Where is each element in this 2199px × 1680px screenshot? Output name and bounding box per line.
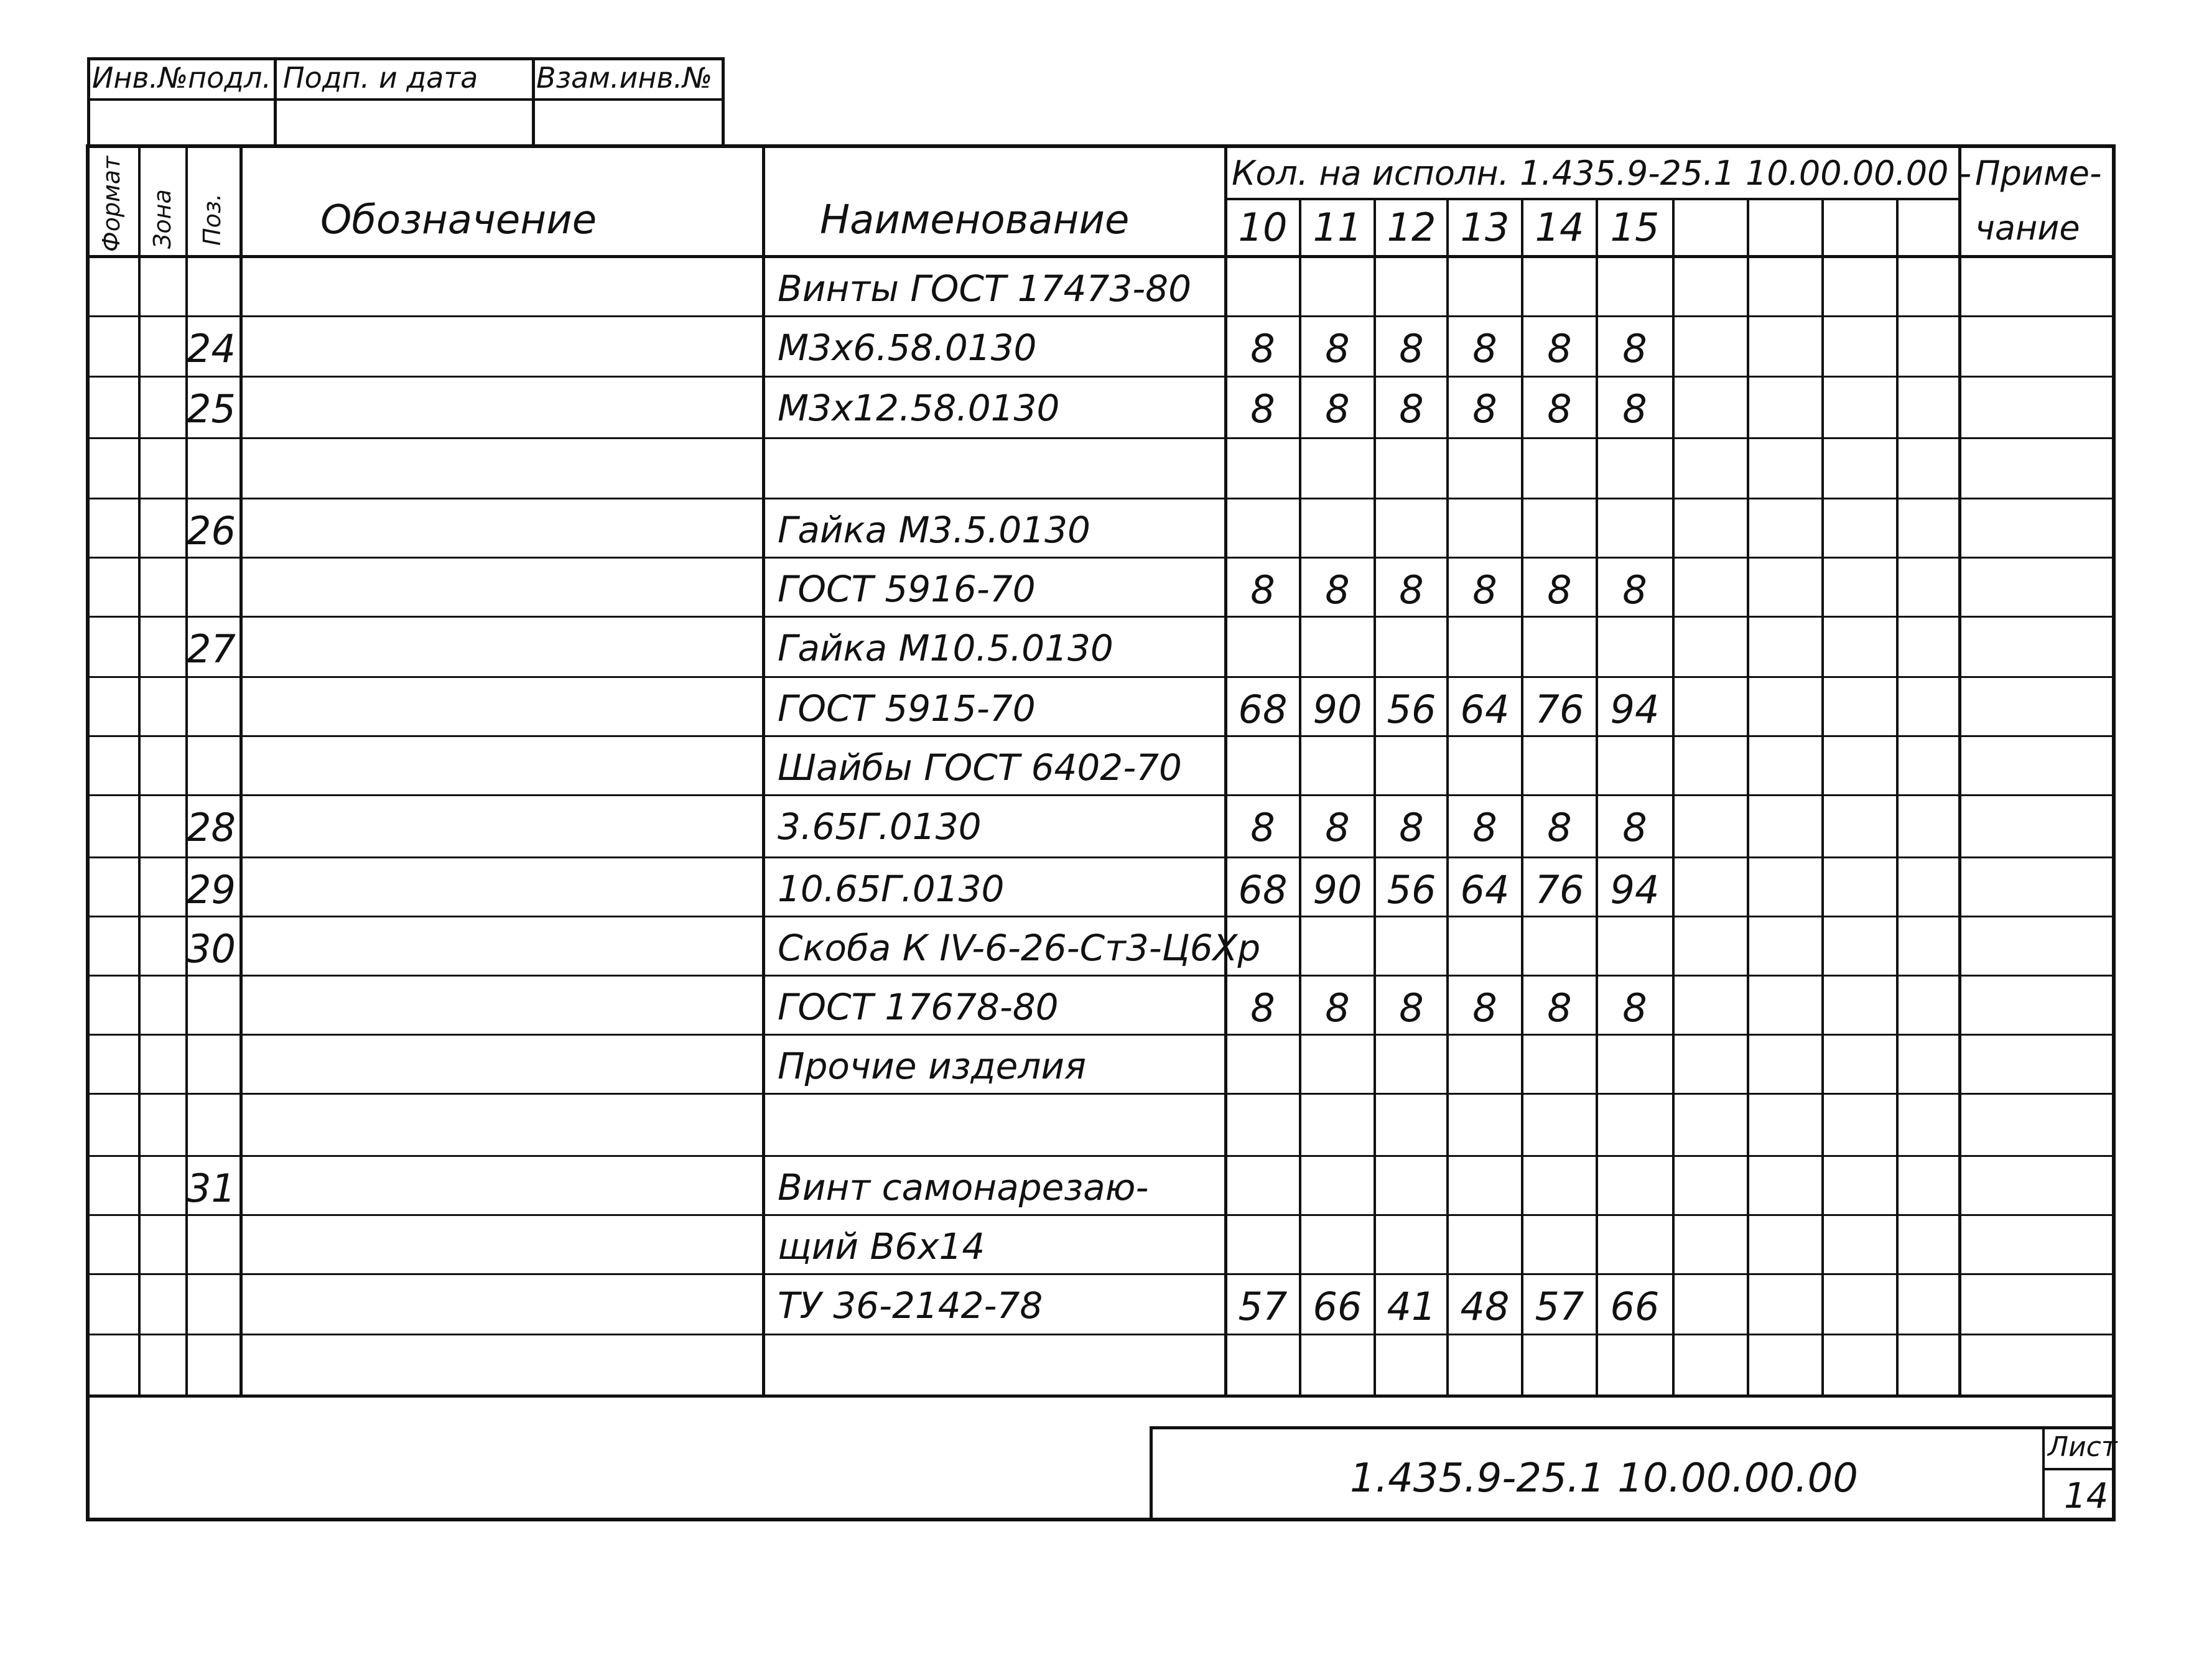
row-qty: 8 <box>1472 805 1497 850</box>
row-poz: 29 <box>187 867 236 912</box>
row-qty: 8 <box>1399 326 1424 371</box>
stamp-vzam-inv: Взам.инв.№ <box>536 61 713 95</box>
row-qty: 8 <box>1250 567 1275 613</box>
row-qty: 64 <box>1460 867 1510 912</box>
title-block-left <box>1150 1426 1153 1520</box>
row-qty: 8 <box>1622 326 1647 371</box>
row-qty: 76 <box>1535 687 1584 732</box>
row-line <box>87 916 2115 917</box>
row-poz: 31 <box>187 1166 236 1211</box>
frame-left <box>86 144 90 1521</box>
row-qty: 8 <box>1325 567 1350 613</box>
row-qty: 8 <box>1547 386 1572 432</box>
row-line <box>87 794 2115 796</box>
sheet-box-mid <box>2042 1468 2115 1470</box>
row-name: Скоба К IV-6-26-Ст3-Ц6Хр <box>778 927 1261 969</box>
row-line <box>87 557 2115 559</box>
row-qty: 66 <box>1313 1284 1362 1329</box>
row-qty: 8 <box>1547 567 1572 613</box>
row-line <box>87 735 2115 737</box>
row-qty: 68 <box>1238 687 1288 732</box>
row-name: Прочие изделия <box>778 1045 1086 1087</box>
col-line-naim <box>1224 144 1227 1398</box>
col-line-v3 <box>1446 198 1449 1398</box>
row-line <box>87 856 2115 858</box>
row-line <box>87 1155 2115 1157</box>
row-qty: 8 <box>1250 805 1275 850</box>
stamp-mid-line <box>87 98 725 101</box>
row-line <box>87 498 2115 499</box>
row-qty: 8 <box>1472 985 1497 1031</box>
stamp-div-1 <box>274 57 277 146</box>
row-qty: 8 <box>1250 386 1275 432</box>
row-line <box>87 1034 2115 1036</box>
row-qty: 8 <box>1399 985 1424 1031</box>
header-oboznachenie: Обозначение <box>320 197 597 243</box>
row-line <box>87 1214 2115 1216</box>
col-line-v7 <box>1747 198 1749 1398</box>
row-poz: 27 <box>187 626 236 672</box>
header-format: Формат <box>98 155 125 252</box>
row-qty: 8 <box>1399 567 1424 613</box>
stamp-top-line <box>87 57 725 60</box>
row-qty: 56 <box>1387 867 1436 912</box>
row-poz: 28 <box>187 805 236 850</box>
variant-15: 15 <box>1610 205 1660 250</box>
sheet-number: 14 <box>2064 1476 2109 1516</box>
row-name: Шайбы ГОСТ 6402-70 <box>778 746 1182 789</box>
row-name: ГОСТ 17678-80 <box>778 986 1059 1028</box>
row-line <box>87 376 2115 378</box>
header-bottom-line <box>87 255 2115 258</box>
row-name: М3х12.58.0130 <box>778 387 1060 429</box>
row-qty: 8 <box>1622 805 1647 850</box>
variant-12: 12 <box>1387 205 1436 250</box>
row-line <box>87 975 2115 977</box>
stamp-podp-data: Подп. и дата <box>283 61 478 95</box>
row-poz: 30 <box>187 926 236 972</box>
row-qty: 56 <box>1387 687 1436 732</box>
row-qty: 8 <box>1547 805 1572 850</box>
row-qty: 94 <box>1610 687 1660 732</box>
row-qty: 8 <box>1399 805 1424 850</box>
header-naimenovanie: Наименование <box>820 197 1130 243</box>
row-name: щий В6х14 <box>778 1225 985 1268</box>
row-name: 3.65Г.0130 <box>778 805 982 848</box>
row-qty: 8 <box>1472 386 1497 432</box>
row-qty: 8 <box>1472 567 1497 613</box>
variant-10: 10 <box>1238 205 1288 250</box>
stamp-inv-podl: Инв.№подл. <box>92 61 272 95</box>
table-bottom-line <box>87 1395 2115 1398</box>
kol-sub-line <box>1225 198 1960 200</box>
header-primechanie-2: чание <box>1975 208 2080 248</box>
frame-bottom <box>86 1518 2116 1521</box>
col-line-v2 <box>1374 198 1376 1398</box>
stamp-right-line <box>722 57 725 146</box>
row-qty: 8 <box>1325 805 1350 850</box>
row-qty: 48 <box>1460 1284 1510 1329</box>
row-qty: 94 <box>1610 867 1660 912</box>
row-qty: 8 <box>1325 326 1350 371</box>
row-qty: 66 <box>1610 1284 1660 1329</box>
frame-top <box>87 144 2115 148</box>
row-qty: 76 <box>1535 867 1584 912</box>
col-line-poz <box>239 144 243 1398</box>
row-qty: 41 <box>1387 1284 1436 1329</box>
row-poz: 26 <box>187 508 236 554</box>
stamp-div-2 <box>532 57 535 146</box>
row-name: Гайка М10.5.0130 <box>778 627 1113 669</box>
row-name: М3х6.58.0130 <box>778 327 1037 369</box>
row-qty: 90 <box>1313 687 1362 732</box>
row-line <box>87 616 2115 618</box>
col-line-v9 <box>1896 198 1899 1398</box>
row-line <box>87 315 2115 317</box>
row-line <box>87 676 2115 678</box>
row-qty: 8 <box>1622 386 1647 432</box>
row-qty: 8 <box>1325 386 1350 432</box>
col-line-v6 <box>1672 198 1675 1398</box>
header-kol-title: Кол. на исполн. 1.435.9-25.1 10.00.00.00 - <box>1232 154 1972 193</box>
row-qty: 8 <box>1472 326 1497 371</box>
document-designation: 1.435.9-25.1 10.00.00.00 <box>1350 1455 1858 1501</box>
row-line <box>87 1334 2115 1335</box>
row-qty: 8 <box>1399 386 1424 432</box>
sheet-label: Лист <box>2048 1431 2118 1463</box>
row-qty: 68 <box>1238 867 1288 912</box>
row-name: ТУ 36-2142-78 <box>778 1284 1043 1327</box>
row-line <box>87 1273 2115 1275</box>
row-poz: 25 <box>187 386 236 432</box>
row-name: ГОСТ 5916-70 <box>778 568 1036 610</box>
row-qty: 8 <box>1325 985 1350 1031</box>
variant-14: 14 <box>1535 205 1584 250</box>
row-name: 10.65Г.0130 <box>778 868 1005 910</box>
row-qty: 57 <box>1535 1284 1584 1329</box>
stamp-left-line <box>87 57 90 146</box>
row-qty: 64 <box>1460 687 1510 732</box>
col-line-v8 <box>1821 198 1824 1398</box>
row-name: Гайка М3.5.0130 <box>778 509 1090 551</box>
title-block-top <box>1150 1426 2115 1429</box>
row-qty: 57 <box>1238 1284 1288 1329</box>
col-line-obozn <box>762 144 765 1398</box>
row-qty: 8 <box>1622 567 1647 613</box>
row-name: Винт самонарезаю- <box>778 1166 1149 1209</box>
row-name: Винты ГОСТ 17473-80 <box>778 267 1191 310</box>
sheet-box-left <box>2042 1426 2045 1520</box>
row-poz: 24 <box>187 326 236 371</box>
row-line <box>87 1093 2115 1095</box>
col-line-prim <box>1958 144 1961 1398</box>
col-line-v4 <box>1521 198 1523 1398</box>
row-qty: 8 <box>1547 326 1572 371</box>
row-qty: 90 <box>1313 867 1362 912</box>
col-line-v1 <box>1299 198 1301 1398</box>
variant-11: 11 <box>1313 205 1362 250</box>
row-qty: 8 <box>1250 326 1275 371</box>
col-line-v5 <box>1596 198 1598 1398</box>
header-poz: Поз. <box>198 193 226 246</box>
variant-13: 13 <box>1460 205 1510 250</box>
row-qty: 8 <box>1250 985 1275 1031</box>
row-qty: 8 <box>1622 985 1647 1031</box>
row-name: ГОСТ 5915-70 <box>778 687 1036 730</box>
frame-right <box>2112 144 2116 1521</box>
col-line-format <box>138 144 141 1398</box>
header-primechanie-1: Приме- <box>1975 154 2102 193</box>
row-line <box>87 437 2115 439</box>
header-zona: Зона <box>149 189 176 249</box>
row-qty: 8 <box>1547 985 1572 1031</box>
